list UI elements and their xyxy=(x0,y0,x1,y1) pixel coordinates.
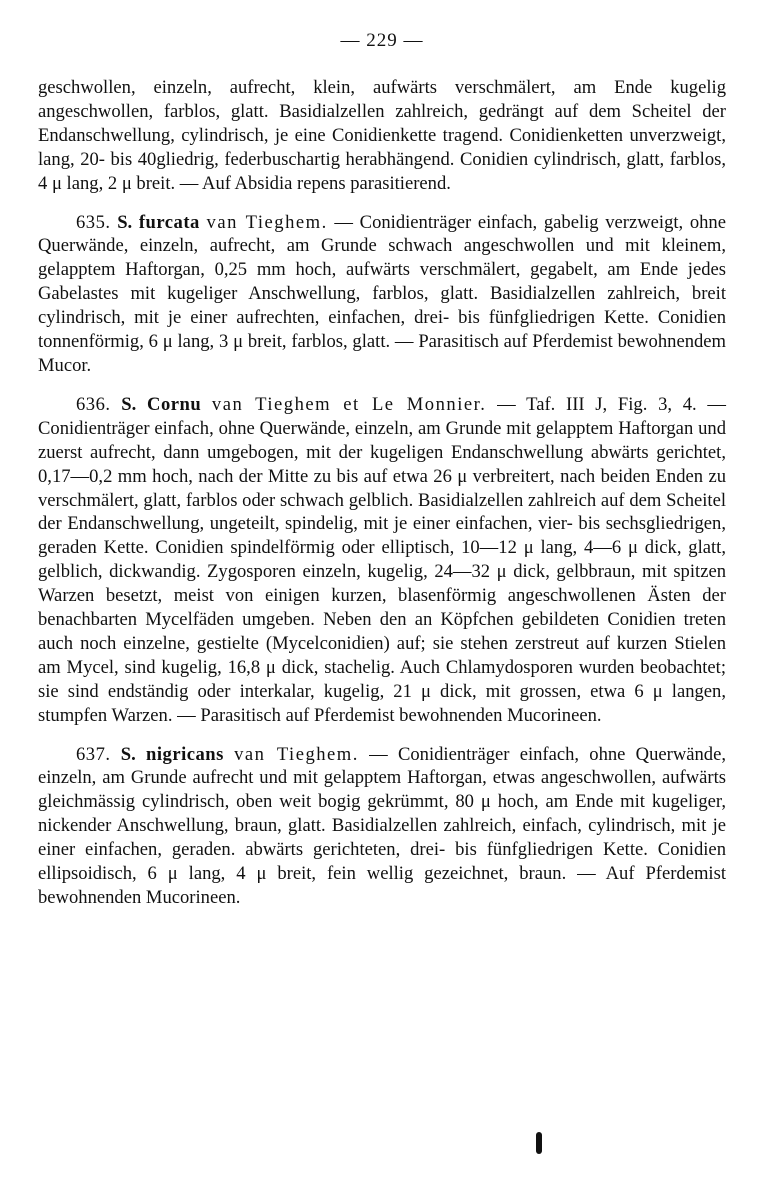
entry-number: 637. xyxy=(76,743,111,765)
genus-abbrev: S. xyxy=(117,211,133,233)
entry-number: 635. xyxy=(76,211,111,233)
species-name: furcata xyxy=(138,211,200,233)
genus-abbrev: S. xyxy=(121,393,137,415)
intro-paragraph: geschwollen, einzeln, aufrecht, klein, aufwärts verschmälert, am Ende kugelig angeschwollen, farblos, glatt. Basidialzellen zahlreich, gedrängt auf dem Scheitel der Endanschwellung, cylindrisch, je eine Conidienkette tragend. Conidienketten unverzweigt, lang, 20- bis 40gliedrig, federbuschartig herabhängend. Conidien cylindrisch, glatt, farblos, 4 μ lang, 2 μ breit. — Auf Absidia repens parasitierend. xyxy=(38,77,726,194)
genus-abbrev: S. xyxy=(120,743,136,765)
entry-number: 636. xyxy=(76,393,111,415)
species-description: — Taf. III J, Fig. 3, 4. — Conidienträger einfach, ohne Querwände, einzeln, am Grunde mit gelapptem Haftorgan und zuerst aufrecht, dann umgebogen, mit der kugeligen Endanschwellung abwärts gerichtet, 0,17—0,2 mm hoch, nach der Mitte zu bis auf etwa 26 μ verbreitert, nach beiden Enden zu verschmälert, glatt, farblos oder schwach gelblich. Basidialzellen zahlreich auf dem Scheitel der Endanschwellung, ungeteilt, spindelig, mit je einer einfachen, vier- bis sechsgliedrigen, geraden Kette. Conidien spindelförmig oder elliptisch, 10—12 μ lang, 4—6 μ dick, glatt, gelblich, dickwandig. Zygosporen einzeln, kugelig, 24—32 μ dick, gelbbraun, mit spitzen Warzen besetzt, meist von einigen kurzen, blasenförmig angeschwollenen Ästen der benachbarten Mycelfäden umgeben. Neben den an Köpfchen gebildeten Conidien treten auch noch einzelne, gestielte (Mycelconidien) auf; sie stehen zerstreut auf kurzen Stielen am Mycel, sind kugelig, 16,8 μ dick, stachelig. Auch Chlamydosporen wurden beobachtet; sie sind endständig oder interkalar, kugelig, 21 μ dick, mit grossen, etwa 6 μ langen, stumpfen Warzen. — Parasitisch auf Pferdemist bewohnenden Mucorineen. xyxy=(38,393,727,726)
species-entry-637 xyxy=(38,743,726,910)
species-name: Cornu xyxy=(147,393,202,415)
species-name: nigricans xyxy=(146,743,224,765)
species-description: — Conidienträger einfach, gabelig verzweigt, ohne Querwände, einzeln, aufrecht, am Grunde schwach angeschwollen und mit kleinem, gelapptem Haftorgan, 0,25 mm hoch, aufwärts verschmälert, gegabelt, am Ende jedes Gabelastes mit kugeliger Anschwellung, farblos, glatt. Basidialzellen zahlreich, breit cylindrisch, mit je einer aufrechten, einfachen, drei- bis fünfgliedrigen Kette. Conidien tonnenförmig, 6 μ lang, 3 μ breit, farblos, glatt. — Parasitisch auf Pferdemist bewohnendem Mucor. xyxy=(38,211,726,376)
species-entry-636 xyxy=(38,393,726,728)
page-number: — 229 — xyxy=(340,30,424,51)
page-text xyxy=(38,76,726,910)
species-author: van Tieghem et Le Monnier. xyxy=(211,393,487,415)
species-author: van Tieghem. xyxy=(234,743,359,765)
species-entry-635 xyxy=(38,211,726,378)
species-author: van Tieghem. xyxy=(206,211,328,233)
print-mark xyxy=(536,1132,542,1154)
species-description: — Conidienträger einfach, ohne Querwände, einzeln, am Grunde aufrecht und mit gelapptem Haftorgan, etwas angeschwollen, aufwärts gleichmässig cylindrisch, oben weit bogig gekrümmt, 80 μ hoch, am Ende mit kugeliger, nickender Anschwellung, braun, glatt. Basidialzellen zahlreich, einfach, cylindrisch, mit je einer einfachen, geraden. abwärts gerichteten, drei- bis fünfgliedrigen Kette. Conidien ellipsoidisch, 6 μ lang, 4 μ breit, fein wellig gezeichnet, braun. — Auf Pferdemist bewohnenden Mucorineen. xyxy=(38,743,726,908)
